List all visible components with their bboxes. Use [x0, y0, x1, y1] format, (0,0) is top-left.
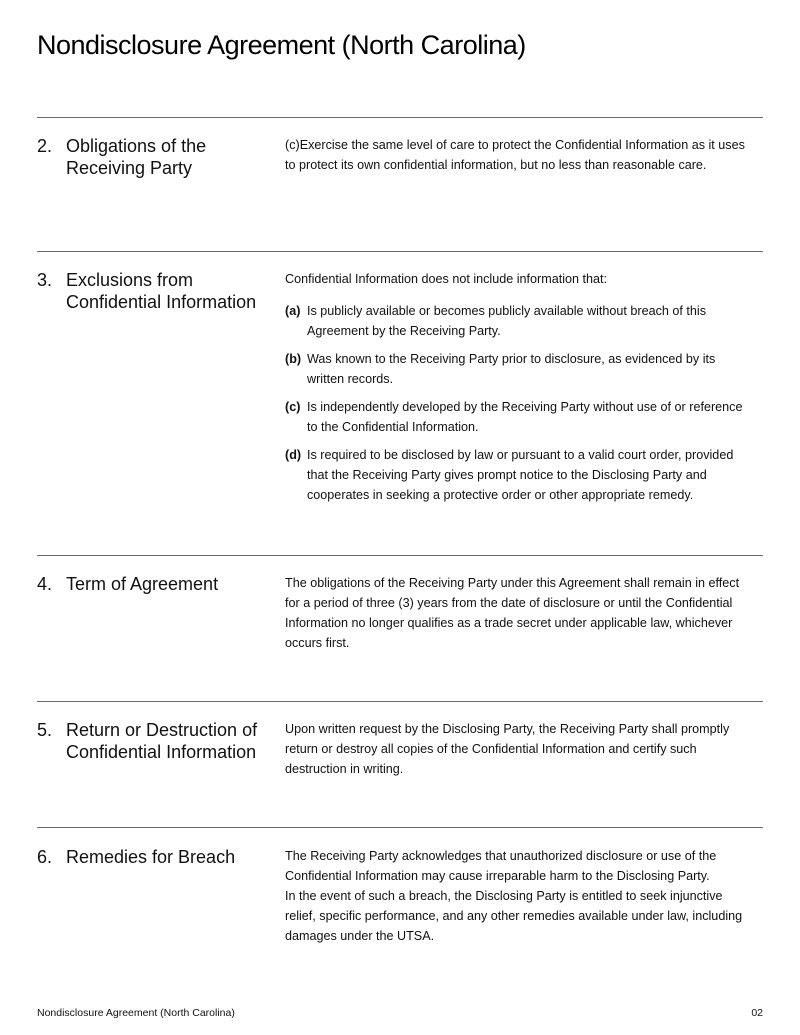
section-title: Term of Agreement	[66, 574, 219, 594]
section-number: 6.	[37, 847, 53, 867]
section-body	[285, 269, 755, 505]
section-body	[285, 573, 755, 653]
section-title: Remedies for Breach	[66, 847, 236, 867]
clause-text: Is independently developed by the Receiving Party without use of or reference to the Confidential Information.	[307, 400, 743, 434]
section-number: 4.	[37, 574, 53, 594]
clause-item	[285, 445, 755, 505]
clause-label: (c)	[285, 138, 300, 152]
clause-item	[285, 349, 755, 389]
clause-label: (a)	[285, 304, 301, 318]
clause-item	[285, 301, 755, 341]
clause-text: Exercise the same level of care to protect the Confidential Information as it uses to protect its own confidential information, but no less than reasonable care.	[285, 138, 745, 172]
section-divider	[37, 251, 763, 252]
clause-label: (c)	[285, 400, 301, 414]
section-text: The Receiving Party acknowledges that unauthorized disclosure or use of the Confidential Information may cause irreparable harm to the Disclosing Party.	[285, 849, 717, 883]
section-divider	[37, 827, 763, 828]
section-body	[285, 719, 755, 779]
section-divider	[37, 555, 763, 556]
section-number: 5.	[37, 720, 53, 740]
section-title: Return or Destruction of Confidential Information	[66, 720, 258, 762]
clause-text: Is publicly available or becomes publicly available without breach of this Agreement by the Receiving Party.	[307, 304, 707, 338]
section-text: The obligations of the Receiving Party under this Agreement shall remain in effect for a period of three (3) years from the date of disclosure or until the Confidential Information no longer qualifies as a trade secret under applicable law, whichever occurs first.	[285, 576, 740, 650]
clause-text: Was known to the Receiving Party prior to disclosure, as evidenced by its written records.	[307, 352, 716, 386]
footer-page-number: 02	[751, 1007, 763, 1019]
section-number: 2.	[37, 136, 53, 156]
section-intro: Confidential Information does not include information that:	[285, 272, 608, 286]
clause-label: (b)	[285, 352, 302, 366]
section-body	[285, 135, 755, 175]
clause-text: Is required to be disclosed by law or pursuant to a valid court order, provided that the Receiving Party gives prompt notice to the Disclosing Party and cooperates in seeking a protective order or other appropriate remedy.	[307, 448, 734, 502]
section-divider	[37, 117, 763, 118]
section-body	[285, 846, 755, 946]
section-text: In the event of such a breach, the Disclosing Party is entitled to seek injunctive relief, specific performance, and any other remedies available under law, including damages under the UTSA.	[285, 889, 743, 943]
footer-doc-title: Nondisclosure Agreement (North Carolina)	[37, 1007, 235, 1019]
section-text: Upon written request by the Disclosing Party, the Receiving Party shall promptly return or destroy all copies of the Confidential Information and certify such destruction in writing.	[285, 722, 730, 776]
section-divider	[37, 701, 763, 702]
section-number: 3.	[37, 270, 53, 290]
section-title: Obligations of the Receiving Party	[66, 136, 207, 178]
clause-item	[285, 135, 755, 175]
clause-item	[285, 397, 755, 437]
clause-label: (d)	[285, 448, 302, 462]
section-title: Exclusions from Confidential Information	[66, 270, 257, 312]
page-title: Nondisclosure Agreement (North Carolina)	[37, 30, 526, 60]
